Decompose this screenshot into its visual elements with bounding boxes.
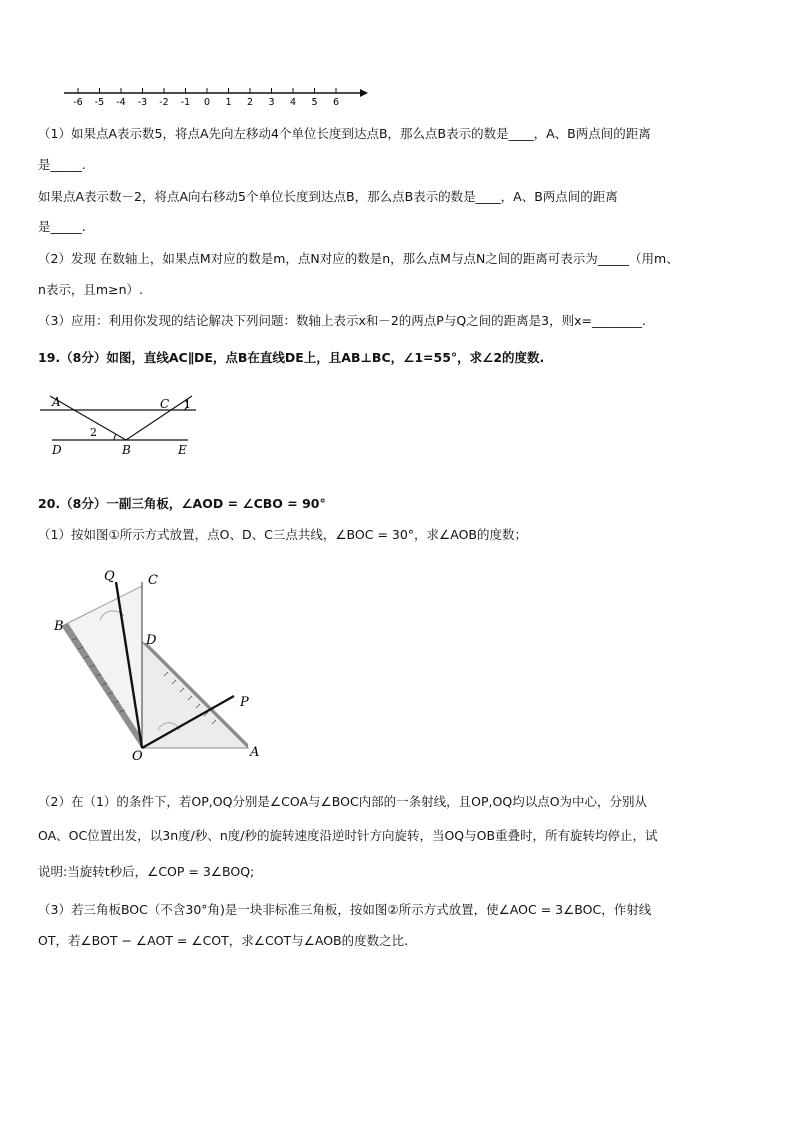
q20-part3-line1: （3）若三角板BOC（不含30°角)是一块非标准三角板，按如图②所示方式放置，使∠AOC = 3∠BOC，作射线 [38, 902, 652, 917]
q20-part1: （1）按如图①所示方式放置，点O、D、C三点共线，∠BOC = 30°，求∠AOB的度数； [38, 527, 528, 542]
number-line-tick-label: -3 [137, 97, 148, 108]
q18-part2-line2: n表示，且m≥n）. [38, 282, 143, 297]
q19-label-b: B [122, 443, 131, 457]
q20-label-p: P [240, 695, 249, 710]
q19-label-a: A [52, 395, 61, 409]
number-line-tick-label: 6 [332, 97, 340, 108]
number-line-tick-label: -5 [94, 97, 105, 108]
q19-label-c: C [160, 397, 170, 411]
number-line-tick-label: 1 [225, 97, 232, 108]
q18-part1-line2: 是_____. [38, 157, 86, 172]
q20-part2-line2: OA、OC位置出发，以3n度/秒、n度/秒的旋转速度沿逆时针方向旋转，当OQ与OB重叠时，所有旋转均停止，试 [38, 828, 658, 843]
q20-figure [50, 560, 280, 760]
number-line [60, 84, 380, 110]
q19-label-d: D [52, 443, 62, 457]
q18-part1-line1: （1）如果点A表示数5，将点A先向左移动4个单位长度到达点B，那么点B表示的数是____，A、B两点间的距离 [38, 126, 651, 141]
q19-question: 19.（8分）如图，直线AC∥DE，点B在直线DE上，且AB⊥BC，∠1=55°，求∠2的度数. [38, 350, 545, 365]
q19-label-1: 1 [184, 398, 191, 411]
q20-part2-line1: （2）在（1）的条件下，若OP,OQ分别是∠COA与∠BOC内部的一条射线，且OP,OQ均以点O为中心，分别从 [38, 794, 648, 809]
q18-part3: （3）应用：利用你发现的结论解决下列问题：数轴上表示x和－2的两点P与Q之间的距离是3，则x=________. [38, 313, 646, 328]
q18-part1b-line1: 如果点A表示数－2，将点A向右移动5个单位长度到达点B，那么点B表示的数是____，A、B两点间的距离 [38, 189, 618, 204]
number-line-tick-label: 2 [246, 97, 254, 108]
q20-label-q: Q [104, 569, 115, 584]
q20-label-d: D [146, 633, 157, 648]
number-line-tick-label: -6 [73, 97, 83, 108]
q20-label-b: B [54, 619, 64, 634]
q18-part1b-line2: 是_____. [38, 219, 86, 234]
q20-part3-line2: OT，若∠BOT − ∠AOT = ∠COT，求∠COT与∠AOB的度数之比. [38, 933, 409, 948]
number-line-tick-label: -2 [159, 97, 169, 108]
q19-label-2: 2 [90, 426, 97, 439]
number-line-tick-label: 5 [311, 97, 318, 108]
number-line-tick-label: -4 [116, 97, 126, 108]
q20-label-a: A [250, 745, 260, 760]
q20-label-o: O [132, 749, 143, 760]
number-line-tick-label: 0 [203, 97, 211, 108]
number-line-tick-label: -1 [180, 97, 191, 108]
q19-label-e: E [178, 443, 187, 457]
q20-stem: 20.（8分）一副三角板，∠AOD = ∠CBO = 90° [38, 496, 326, 511]
q19-figure [36, 392, 206, 484]
q20-part2-line3: 说明:当旋转t秒后，∠COP = 3∠BOQ; [38, 864, 255, 879]
q20-label-c: C [148, 573, 158, 588]
q18-part2-line1: （2）发现 在数轴上，如果点M对应的数是m，点N对应的数是n，那么点M与点N之间的距离可表示为_____（用m、 [38, 251, 679, 266]
number-line-tick-label: 4 [289, 97, 297, 108]
number-line-tick-label: 3 [268, 97, 275, 108]
